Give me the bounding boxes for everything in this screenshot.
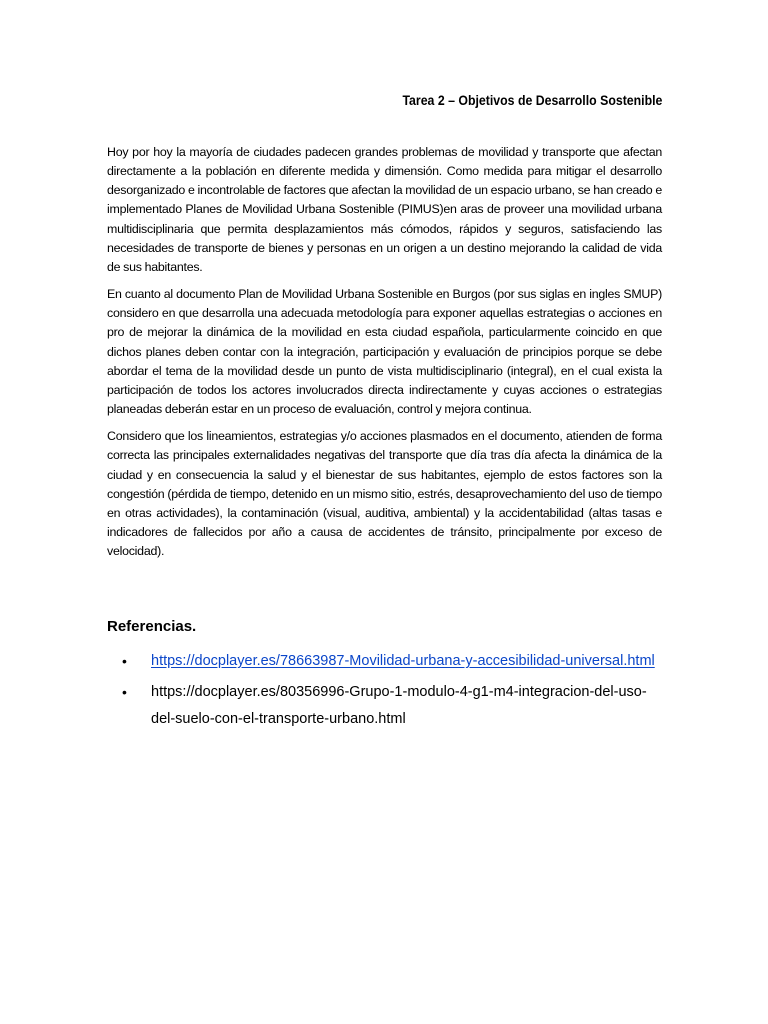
bullet-icon: • [122,653,127,669]
paragraph-1: Hoy por hoy la mayoría de ciudades padecen grandes problemas de movilidad y transporte que afectan directamente a la población en diferente medida y dimensión. Como medida para mitigar el desarrollo desorganizado e incontrolable de factores que afectan la movilidad de un espacio urbano, se han creado e implementado Planes de Movilidad Urbana Sostenible (PIMUS)en aras de proveer una movilidad urbana multidisciplinaria que permita desplazamientos más cómodos, rápidos y seguros, satisfaciendo las necesidades de transporte de bienes y personas en un origen a un destino mejorando la calidad de vida de sus habitantes. [107,145,662,274]
bullet-icon: • [122,684,127,700]
paragraph-2: En cuanto al documento Plan de Movilidad Urbana Sostenible en Burgos (por sus siglas en ingles SMUP) considero en que desarrolla una adecuada metodología para exponer aquellas estrategias o acciones en pro de mejorar la dinámica de la movilidad en esta ciudad española, particularmente coincido en que dichos planes deben contar con la integración, participación y evaluación de principios porque se debe abordar el tema de la movilidad desde un punto de vista multidisciplinario (integral), en el cual exista la participación de todos los actores involucrados directa indirectamente y cuyas acciones o estrategias planeadas deberán estar en un proceso de evaluación, control y mejora continua. [107,287,662,417]
reference-item-1 [122,648,662,675]
document-title: Tarea 2 – Objetivos de Desarrollo Sostenible [402,92,662,108]
reference-item-2 [122,679,662,733]
reference-text-2: https://docplayer.es/80356996-Grupo-1-modulo-4-g1-m4-integracion-del-uso-del-suelo-con-el-transporte-urbano.html [151,684,647,727]
paragraph-3: Considero que los lineamientos, estrategias y/o acciones plasmados en el documento, atienden de forma correcta las principales externalidades negativas del transporte que día tras día afecta la dinámica de la ciudad y en consecuencia la salud y el bienestar de sus habitantes, ejemplo de estos factores son la congestión (pérdida de tiempo, detenido en un mismo sitio, estrés, desaprovechamiento del uso de tiempo en otras actividades), la contaminación (visual, auditiva, ambiental) y la accidentabilidad (altas tasas e indicadores de fallecidos por año a causa de accidentes de tránsito, principalmente por exceso de velocidad). [107,429,662,559]
references-heading: Referencias. [107,618,197,635]
document-body [107,143,662,569]
references-list [122,648,662,737]
reference-link-1[interactable]: https://docplayer.es/78663987-Movilidad-urbana-y-accesibilidad-universal.html [151,653,655,669]
